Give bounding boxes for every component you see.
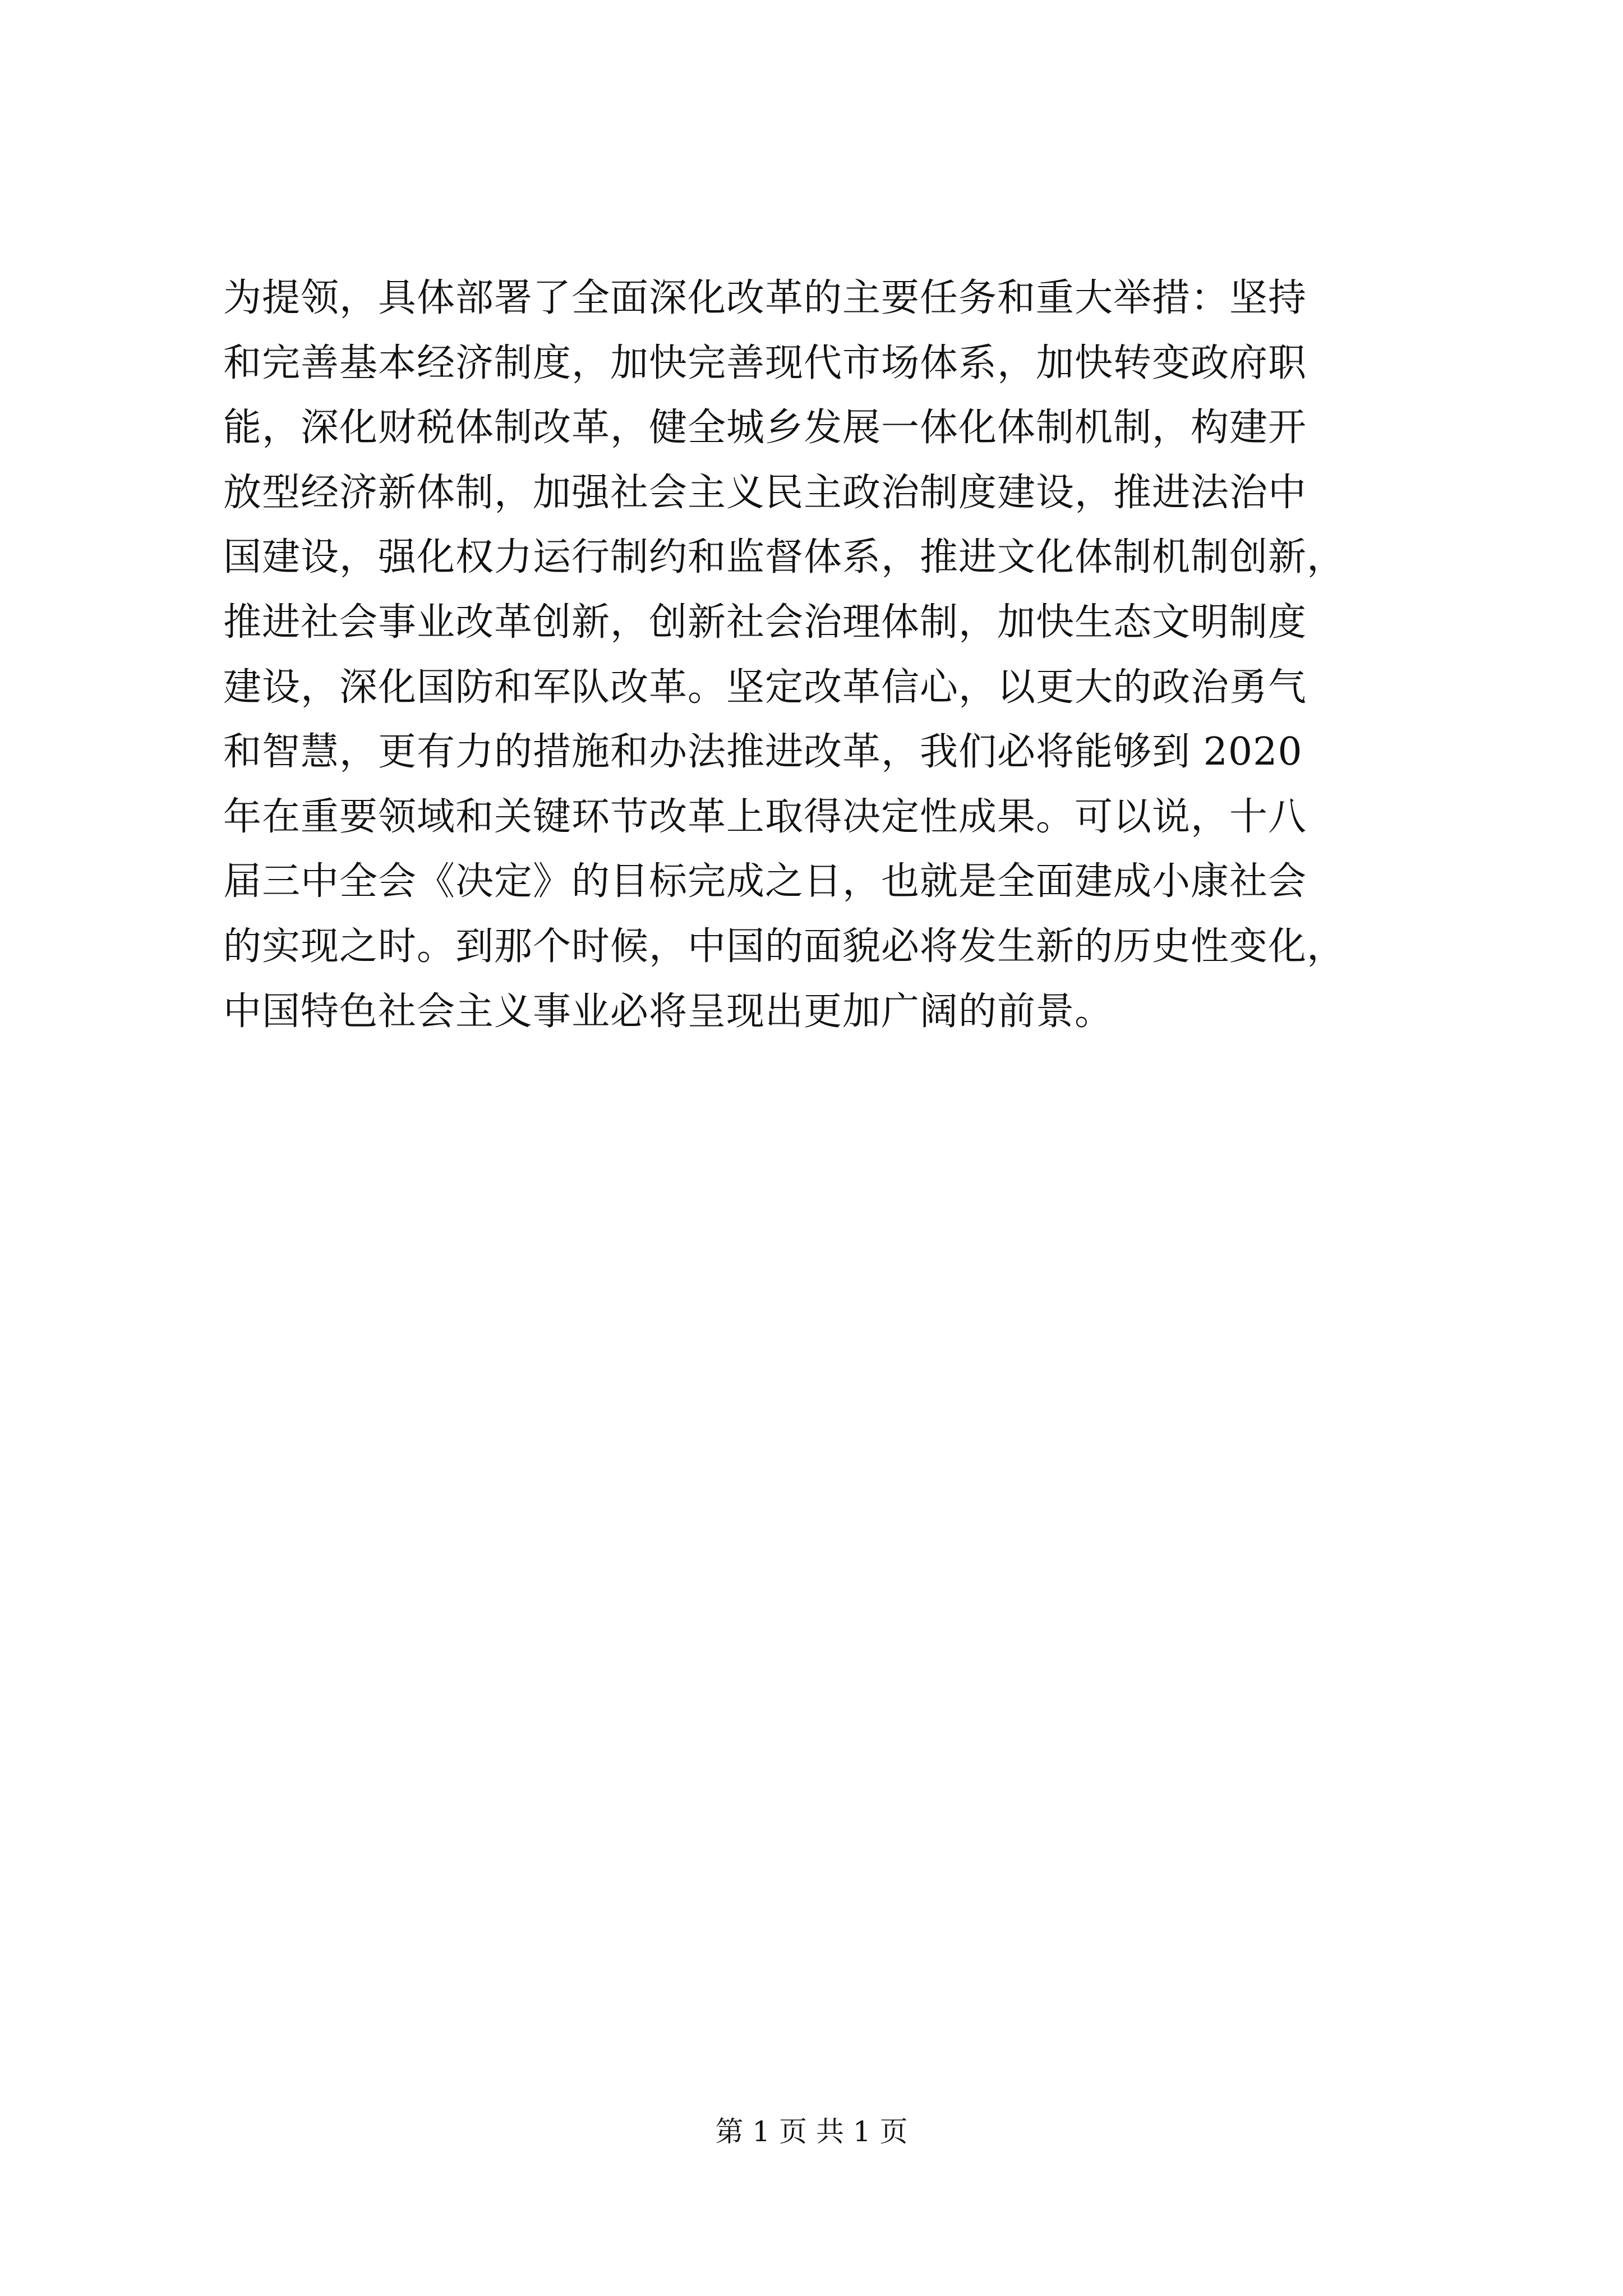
text-line: 届三中全会《决定》的目标完成之日，也就是全面建成小康社会: [223, 859, 1307, 904]
text-line: 和智慧，更有力的措施和办法推进改革，我们必将能够到 2020: [223, 730, 1303, 775]
text-line: 建设，深化国防和军队改革。坚定改革信心，以更大的政治勇气: [223, 665, 1307, 710]
text-line: 放型经济新体制，加强社会主义民主政治制度建设，推进法治中: [223, 470, 1307, 515]
text-line: 和完善基本经济制度，加快完善现代市场体系，加快转变政府职: [223, 341, 1307, 385]
page-number-label: 第 1 页 共 1 页: [715, 2115, 908, 2148]
text-line: 的实现之时。到那个时候，中国的面貌必将发生新的历史性变化，: [223, 924, 1346, 969]
page-footer: [0, 2115, 1623, 2148]
text-line: 为提领，具体部署了全面深化改革的主要任务和重大举措：坚持: [223, 276, 1307, 320]
text-line: 国建设，强化权力运行制约和监督体系，推进文化体制机制创新，: [223, 535, 1346, 580]
text-line: 推进社会事业改革创新，创新社会治理体制，加快生态文明制度: [223, 600, 1307, 645]
body-paragraph: [223, 266, 1409, 1044]
text-line: 能，深化财税体制改革，健全城乡发展一体化体制机制，构建开: [223, 406, 1307, 450]
text-line: 中国特色社会主义事业必将呈现出更加广阔的前景。: [223, 989, 1114, 1034]
text-line: 年在重要领域和关键环节改革上取得决定性成果。可以说，十八: [223, 794, 1307, 839]
